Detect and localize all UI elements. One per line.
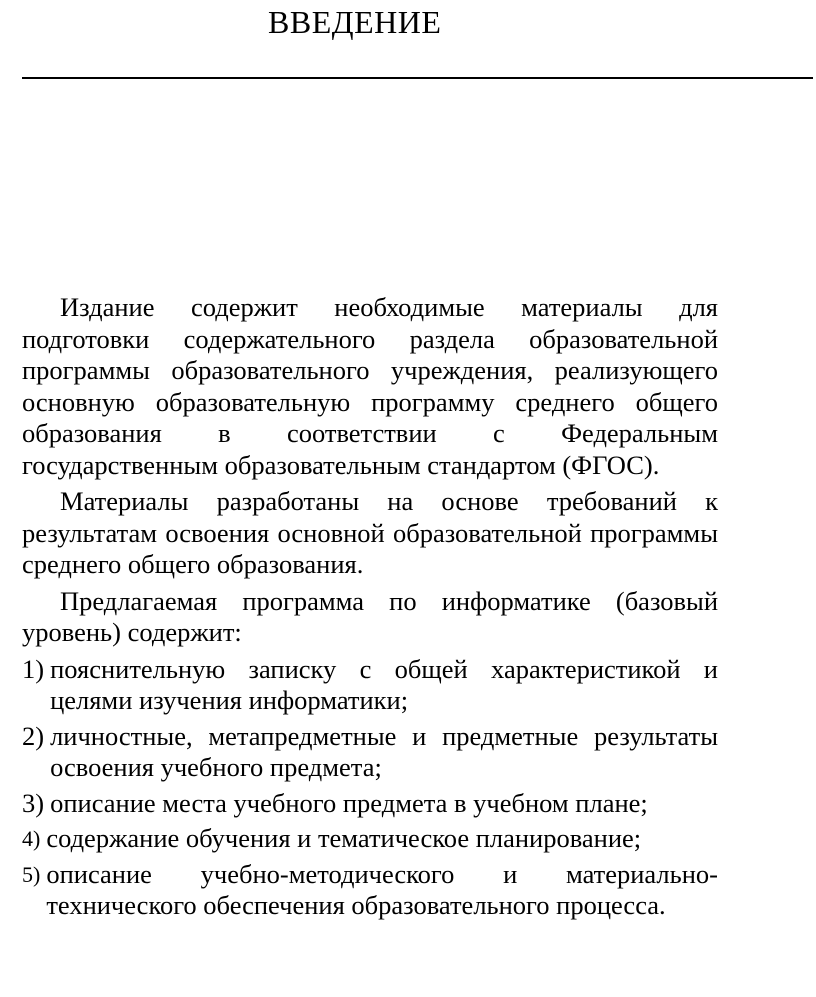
- list-item-text: личностные, метапредметные и предметные результаты освоения учебного предмета;: [50, 720, 718, 782]
- list-item-number: 4): [22, 826, 41, 851]
- list-item-text: содержание обучения и тематическое планирование;: [46, 823, 642, 853]
- page-title: ВВЕДЕНИЕ: [268, 4, 442, 40]
- list-item-text: пояснительную записку с общей характеристикой и целями изучения информатики;: [50, 653, 718, 715]
- list-item: [22, 721, 718, 784]
- list-item: [22, 654, 718, 717]
- list-item-text: описание учебно-методического и материально-технического обеспечения образовательного процесса.: [46, 858, 718, 920]
- list-item: [22, 788, 718, 820]
- document-body: [22, 292, 718, 926]
- contents-list: [22, 654, 718, 922]
- paragraph-contents: Предлагаемая программа по информатике (базовый уровень) содержит:: [22, 585, 718, 647]
- title-divider: [22, 77, 813, 79]
- list-item-number: 1): [22, 653, 45, 684]
- list-item-text: описание места учебного предмета в учебном плане;: [50, 787, 648, 818]
- paragraph-requirements: Материалы разработаны на основе требований к результатам освоения основной образовательной программы среднего общего образования.: [22, 486, 718, 579]
- list-item: [22, 859, 718, 922]
- list-item: [22, 823, 718, 855]
- list-item-number: 3): [22, 787, 45, 818]
- list-item-number: 2): [22, 720, 45, 751]
- paragraph-intro: Издание содержит необходимые материалы для подготовки содержательного раздела образовательной программы образовательного учреждения, реализующего основную образовательную программу среднего общего образования в соответствии с Федеральным государственным образовательным стандартом (ФГОС).: [22, 292, 718, 480]
- list-item-number: 5): [22, 861, 41, 887]
